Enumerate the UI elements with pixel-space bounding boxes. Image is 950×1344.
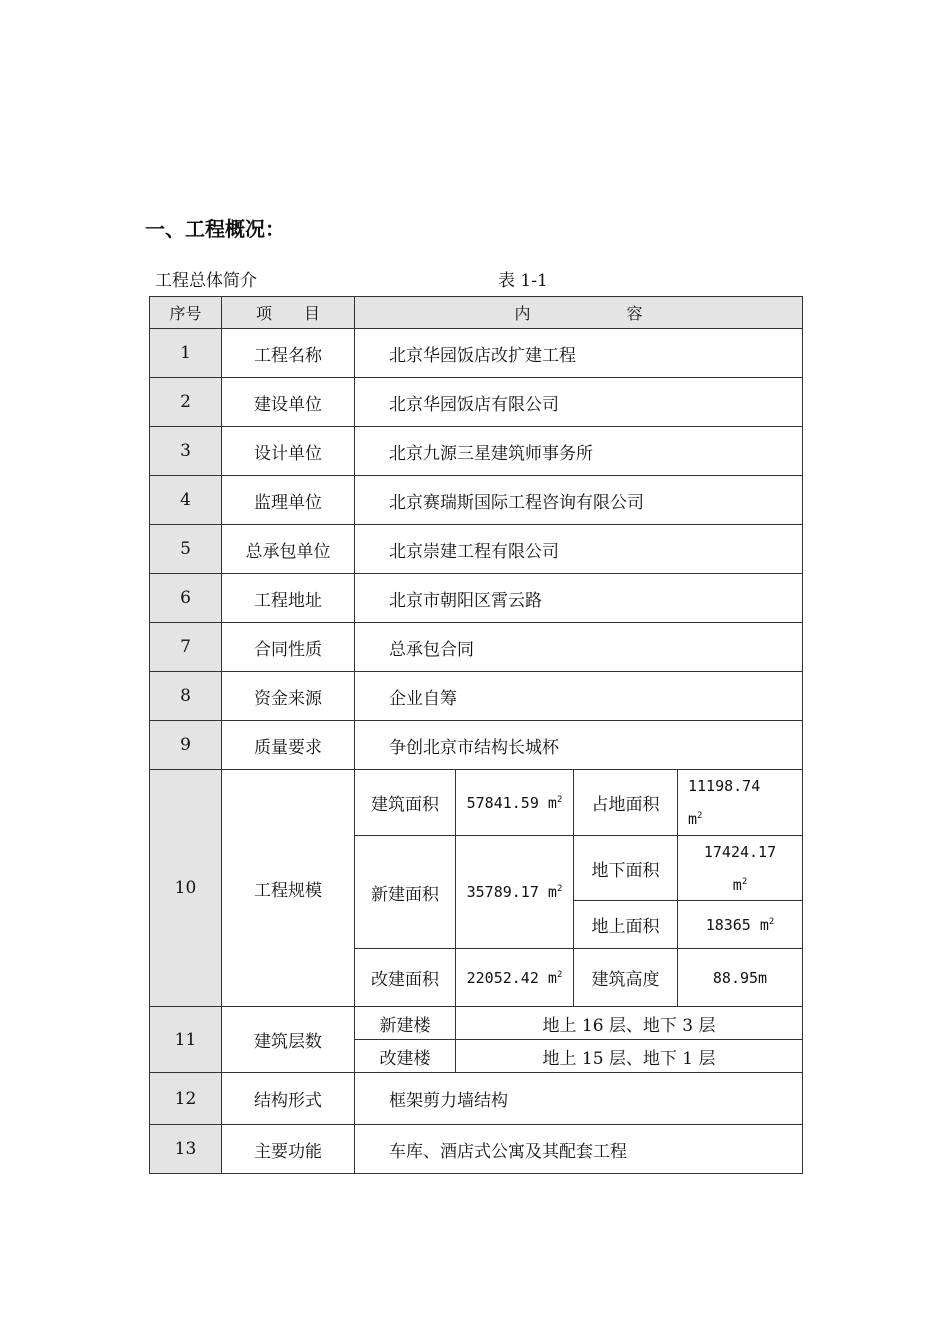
aboveground-area-value: 18365 $m^2$ — [678, 901, 803, 949]
row-content: 争创北京市结构长城杯 — [355, 721, 803, 770]
header-no: 序号 — [150, 297, 222, 329]
row-no: 11 — [150, 1007, 222, 1073]
site-area-label: 占地面积 — [574, 770, 678, 836]
table-number: 表 1-1 — [498, 271, 548, 291]
table-row — [150, 329, 803, 378]
row-item: 主要功能 — [222, 1125, 355, 1174]
building-height-label: 建筑高度 — [574, 949, 678, 1007]
row-content: 北京市朝阳区霄云路 — [355, 574, 803, 623]
project-overview-table — [149, 296, 803, 1174]
row-content: 企业自筹 — [355, 672, 803, 721]
row-item: 总承包单位 — [222, 525, 355, 574]
row-item: 质量要求 — [222, 721, 355, 770]
table-row — [150, 525, 803, 574]
row-content: 北京崇建工程有限公司 — [355, 525, 803, 574]
row-no: 10 — [150, 770, 222, 1007]
row-item: 工程地址 — [222, 574, 355, 623]
renovated-building-label: 改建楼 — [355, 1040, 456, 1073]
total-area-label: 建筑面积 — [355, 770, 456, 836]
building-height-value: 88.95m — [678, 949, 803, 1007]
table-row — [150, 1073, 803, 1125]
scale-row — [150, 770, 803, 836]
row-no: 1 — [150, 329, 222, 378]
row-no: 8 — [150, 672, 222, 721]
site-area-value: 11198.74 $m^2$ — [678, 770, 803, 836]
underground-area-label: 地下面积 — [574, 836, 678, 901]
table-caption: 工程总体简介 — [155, 271, 257, 291]
table-row — [150, 623, 803, 672]
row-item: 设计单位 — [222, 427, 355, 476]
table-row — [150, 721, 803, 770]
header-content: 内 容 — [355, 297, 803, 329]
row-item: 结构形式 — [222, 1073, 355, 1125]
table-header-row — [150, 297, 803, 329]
header-item: 项 目 — [222, 297, 355, 329]
row-content: 北京赛瑞斯国际工程咨询有限公司 — [355, 476, 803, 525]
new-area-label: 新建面积 — [355, 836, 456, 949]
row-item: 资金来源 — [222, 672, 355, 721]
row-item: 合同性质 — [222, 623, 355, 672]
table-row — [150, 1125, 803, 1174]
row-no: 4 — [150, 476, 222, 525]
row-no: 6 — [150, 574, 222, 623]
table-row — [150, 378, 803, 427]
row-content: 北京华园饭店有限公司 — [355, 378, 803, 427]
row-no: 3 — [150, 427, 222, 476]
row-item: 工程名称 — [222, 329, 355, 378]
row-item: 建筑层数 — [222, 1007, 355, 1073]
renovated-area-label: 改建面积 — [355, 949, 456, 1007]
row-no: 5 — [150, 525, 222, 574]
table-row — [150, 476, 803, 525]
row-item: 建设单位 — [222, 378, 355, 427]
row-content: 框架剪力墙结构 — [355, 1073, 803, 1125]
aboveground-area-label: 地上面积 — [574, 901, 678, 949]
new-area-value: 35789.17 $m^2$ — [456, 836, 574, 949]
row-no: 13 — [150, 1125, 222, 1174]
table-row — [150, 672, 803, 721]
renovated-area-value: 22052.42 $m^2$ — [456, 949, 574, 1007]
row-item: 监理单位 — [222, 476, 355, 525]
row-no: 12 — [150, 1073, 222, 1125]
row-no: 2 — [150, 378, 222, 427]
underground-area-value: 17424.17 $m^2$ — [678, 836, 803, 901]
new-building-label: 新建楼 — [355, 1007, 456, 1040]
row-no: 7 — [150, 623, 222, 672]
renovated-building-floors: 地上 15 层、地下 1 层 — [456, 1040, 803, 1073]
total-area-value: 57841.59 $m^2$ — [456, 770, 574, 836]
row-content: 北京九源三星建筑师事务所 — [355, 427, 803, 476]
row-content: 北京华园饭店改扩建工程 — [355, 329, 803, 378]
row-no: 9 — [150, 721, 222, 770]
new-building-floors: 地上 16 层、地下 3 层 — [456, 1007, 803, 1040]
section-heading: 一、工程概况： — [145, 217, 285, 241]
table-row — [150, 427, 803, 476]
row-content: 总承包合同 — [355, 623, 803, 672]
table-row — [150, 574, 803, 623]
floors-row — [150, 1007, 803, 1040]
row-content: 车库、酒店式公寓及其配套工程 — [355, 1125, 803, 1174]
row-item: 工程规模 — [222, 770, 355, 1007]
